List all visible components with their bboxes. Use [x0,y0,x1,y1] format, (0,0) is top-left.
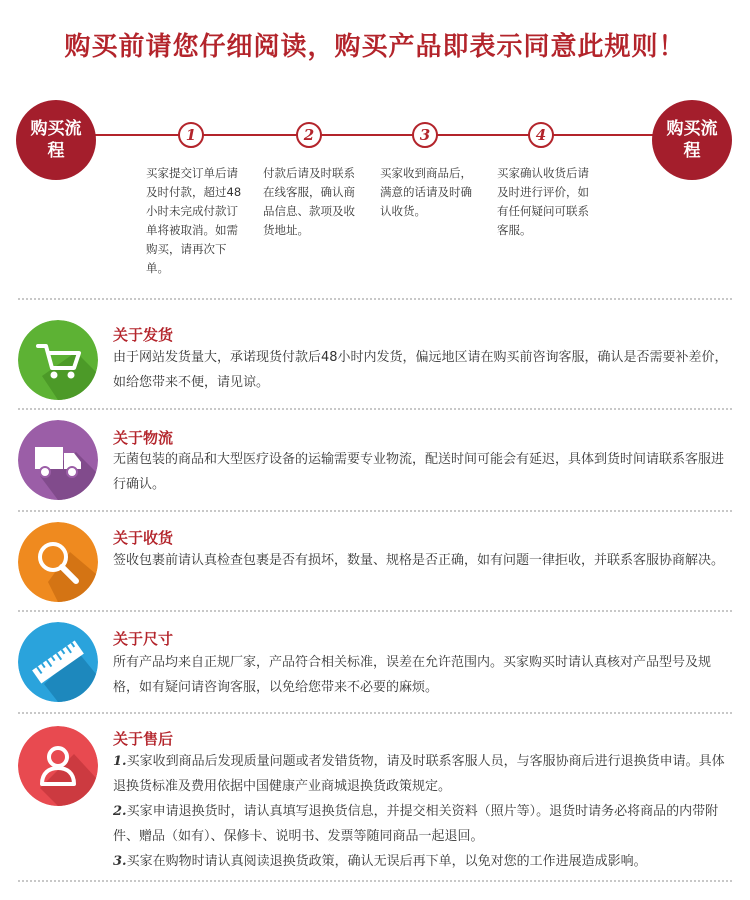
divider [18,880,732,882]
step-number-4: 4 [528,122,554,148]
section-body [113,447,733,497]
step-text-4: 买家确认收货后请及时进行评价，如有任何疑问可联系客服。 [497,166,589,237]
item-text: 买家申请退换货时，请认真填写退换货信息，并提交相关资料（照片等）。退货时请务必将商品的内带附件、赠品（如有）、保修卡、说明书、发票等随同商品一起退回。 [113,804,719,844]
process-start-badge: 购买流程 [16,100,96,180]
process-line [80,134,680,136]
ruler-icon [18,622,98,702]
user-icon [18,726,98,806]
section-paragraph: 所有产品均来自正规厂家，产品符合相关标准，误差在允许范围内。买家购买时请认真核对产品型号及规格，如有疑问请咨询客服，以免给您带来不必要的麻烦。 [113,655,712,695]
section-paragraph: 由于网站发货量大，承诺现货付款后48小时内发货，偏远地区请在购买前咨询客服，确认是否需要补差价，如给您带来不便，请见谅。 [113,350,728,390]
purchase-process [0,96,750,286]
item-text: 买家收到商品后发现质量问题或者发错货物，请及时联系客服人员，与客服协商后进行退换货申请。具体退换货标准及费用依据中国健康产业商城退换货政策规定。 [113,754,725,794]
section-title: 关于尺寸 [113,630,174,648]
step-number-3: 3 [412,122,438,148]
divider [18,610,732,612]
section-title: 关于收货 [113,529,174,547]
section-title: 关于发货 [113,326,174,344]
step-text-2: 付款后请及时联系在线客服，确认商品信息、款项及收货地址。 [263,166,355,237]
after-sales-item [113,749,733,799]
item-number: 1. [113,754,127,769]
divider [18,408,732,410]
truck-icon [18,420,98,500]
after-sales-item [113,799,733,849]
item-number: 2. [113,804,127,819]
section-paragraph: 无菌包装的商品和大型医疗设备的运输需要专业物流，配送时间可能会有延迟，具体到货时间请联系客服进行确认。 [113,452,725,492]
divider [18,712,732,714]
section-paragraph: 签收包裹前请认真检查包裹是否有损坏，数量、规格是否正确，如有问题一律拒收，并联系客服协商解决。 [113,553,725,568]
after-sales-item [113,849,733,874]
section-title: 关于物流 [113,429,174,447]
section-title: 关于售后 [113,730,174,748]
step-text-1: 买家提交订单后请及时付款，超过48小时未完成付款订单将被取消。如需购买，请再次下单。 [146,166,242,275]
page-title: 购买前请您仔细阅读，购买产品即表示同意此规则！ [64,32,686,62]
step-number-1: 1 [178,122,204,148]
section-body [113,548,733,573]
process-end-badge: 购买流程 [652,100,732,180]
item-text: 买家在购物时请认真阅读退换货政策，确认无误后再下单，以免对您的工作进展造成影响。 [126,854,647,869]
section-body [113,749,733,874]
shopping-cart-icon [18,320,98,400]
divider [18,510,732,512]
step-number-2: 2 [296,122,322,148]
divider [18,298,732,300]
section-body [113,650,733,700]
section-body [113,345,733,395]
item-number: 3. [113,854,127,869]
step-text-3: 买家收到商品后，满意的话请及时确认收货。 [380,166,472,218]
magnifier-icon [18,522,98,602]
